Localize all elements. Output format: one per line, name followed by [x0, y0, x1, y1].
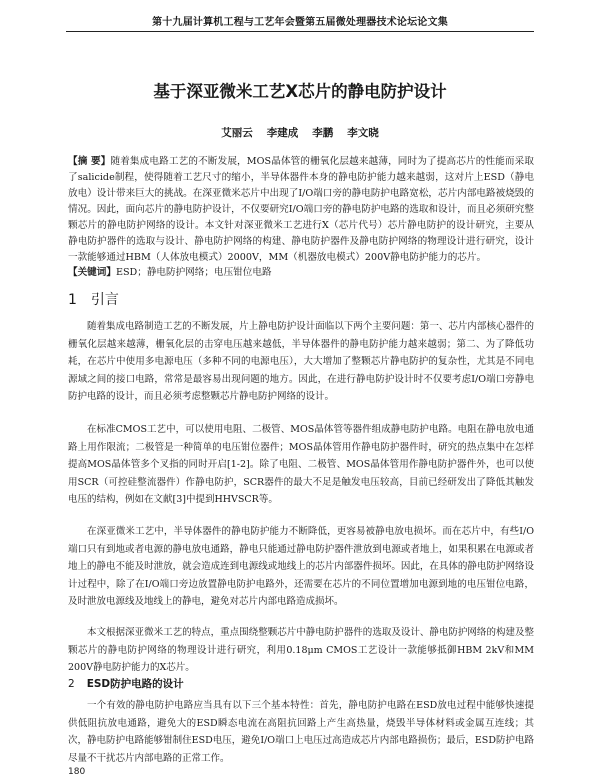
abstract-text: 随着集成电路工艺的不断发展，MOS晶体管的栅氧化层越来越薄，同时为了提高芯片的性能而采取了salicide制程，使得随着工艺尺寸的缩小，半导体器件本身的静电防护能力越来越弱，这对片上ESD（静电放电）设计带来巨大的挑战。在深亚微米芯片中出现了I/O端口旁的静电防护电路宽松，芯片内部电路被烧毁的情况。因此，面向芯片的静电防护设计，不仅要研究I/O端口旁的静电防护电路的选取和设计，而且必须研究整颗芯片的静电防护网络的设计。本文针对深亚微米工艺进行X（芯片代号）芯片静电防护的设计研究，主要从静电防护器件的选取与设计、静电防护网络的构建、静电防护器件及静电防护网络的物理设计进行研究，设计一款能够通过HBM（人体放电模式）2000V，MM（机器放电模式）200V静电防护能力的芯片。	[68, 156, 535, 263]
body-paragraph	[68, 697, 534, 767]
author-name: 李建成	[266, 127, 299, 139]
author-name: 李文晓	[347, 127, 379, 139]
body-paragraph	[68, 421, 534, 509]
author-name: 李鹏	[312, 127, 334, 139]
section-title: 引言	[90, 292, 119, 308]
paragraph-text: 随着集成电路制造工艺的不断发展，片上静电防护设计面临以下两个主要问题：第一、芯片内部核心器件的栅氧化层越来越薄，栅氧化层的击穿电压越来越低，半导体器件的静电防护能力越来越弱；第二、为了降低功耗，在芯片中使用多电源电压（多种不同的电源电压），大大增加了整颗芯片静电防护的复杂性，尤其是不同电源域之间的接口电路，常常是最容易出现问题的地方。因此，在进行静电防护设计时不仅要考虑I/O端口旁静电防护电路的设计，而且必须考虑整颗芯片静电防护网络的设计。	[68, 321, 534, 402]
body-paragraph	[68, 624, 534, 677]
keywords-text: ESD；静电防护网络；电压钳位电路	[115, 267, 272, 278]
section-heading-introduction	[68, 289, 119, 309]
paper-title: 基于深亚微米工艺X芯片的静电防护设计	[153, 82, 447, 101]
paragraph-text: 在深亚微米工艺中，半导体器件的静电防护能力不断降低，更容易被静电放电损坏。而在芯片中，有些I/O端口只有到地或者电源的静电放电通路，静电只能通过静电防护器件泄放到电源或者地上，如果积累在电源或者地上的静电不能及时泄放，就会造成连到电源线或地线上的芯片内部器件损坏。因此，在具体的静电防护网络设计过程中，除了在I/O端口旁边放置静电防护电路外，还需要在芯片的不同位置增加电源到地的电压钳位电路，及时泄放电源线及地线上的静电，避免对芯片内部电路造成损坏。	[68, 526, 534, 607]
section-number: 1	[68, 292, 77, 308]
author-name: 艾丽云	[221, 127, 253, 139]
body-paragraph	[68, 523, 534, 611]
section-title: ESD防护电路的设计	[86, 678, 184, 690]
keywords-label: 【关键词】	[68, 267, 116, 278]
body-paragraph	[68, 318, 534, 406]
header-rule	[66, 31, 534, 32]
abstract	[68, 154, 534, 266]
keywords	[68, 265, 534, 281]
section-heading-esd-design	[68, 676, 184, 691]
section-number: 2	[68, 678, 75, 690]
author-list	[0, 125, 600, 140]
page-number: 180	[68, 767, 86, 777]
abstract-label: 【摘 要】	[68, 156, 111, 167]
running-header: 第十九届计算机工程与工艺年会暨第五届微处理器技术论坛论文集	[152, 17, 448, 28]
paragraph-text: 一个有效的静电防护电路应当具有以下三个基本特性：首先，静电防护电路在ESD放电过程中能够快速提供低阻抗放电通路，避免大的ESD瞬态电流在高阻抗回路上产生高热量，烧毁半导体材料或金属互连线；其次，静电防护电路能够钳制住ESD电压，避免I/O端口上电压过高造成芯片内部电路损伤；最后，ESD防护电路尽量不干扰芯片内部电路的正常工作。	[68, 700, 534, 764]
paragraph-text: 本文根据深亚微米工艺的特点，重点围绕整颗芯片中静电防护器件的选取及设计、静电防护网络的构建及整颗芯片的静电防护网络的物理设计进行研究，利用0.18μm CMOS工艺设计一款能够抵御HBM 2kV和MM 200V静电防护能力的X芯片。	[68, 627, 534, 673]
paragraph-text: 在标准CMOS工艺中，可以使用电阻、二极管、MOS晶体管等器件组成静电防护电路。电阻在静电放电通路上用作限流；二极管是一种简单的电压钳位器件；MOS晶体管用作静电防护器件时，研究的热点集中在怎样提高MOS晶体管多个叉指的同时开启[1-2]。除了电阻、二极管、MOS晶体管用作静电防护器件外，也可以使用SCR（可控硅整流器件）作静电防护，SCR器件的最大不足是触发电压较高，目前已经研发出了降低其触发电压的结构，例如在文献[3]中提到HHVSCR等。	[68, 424, 534, 505]
